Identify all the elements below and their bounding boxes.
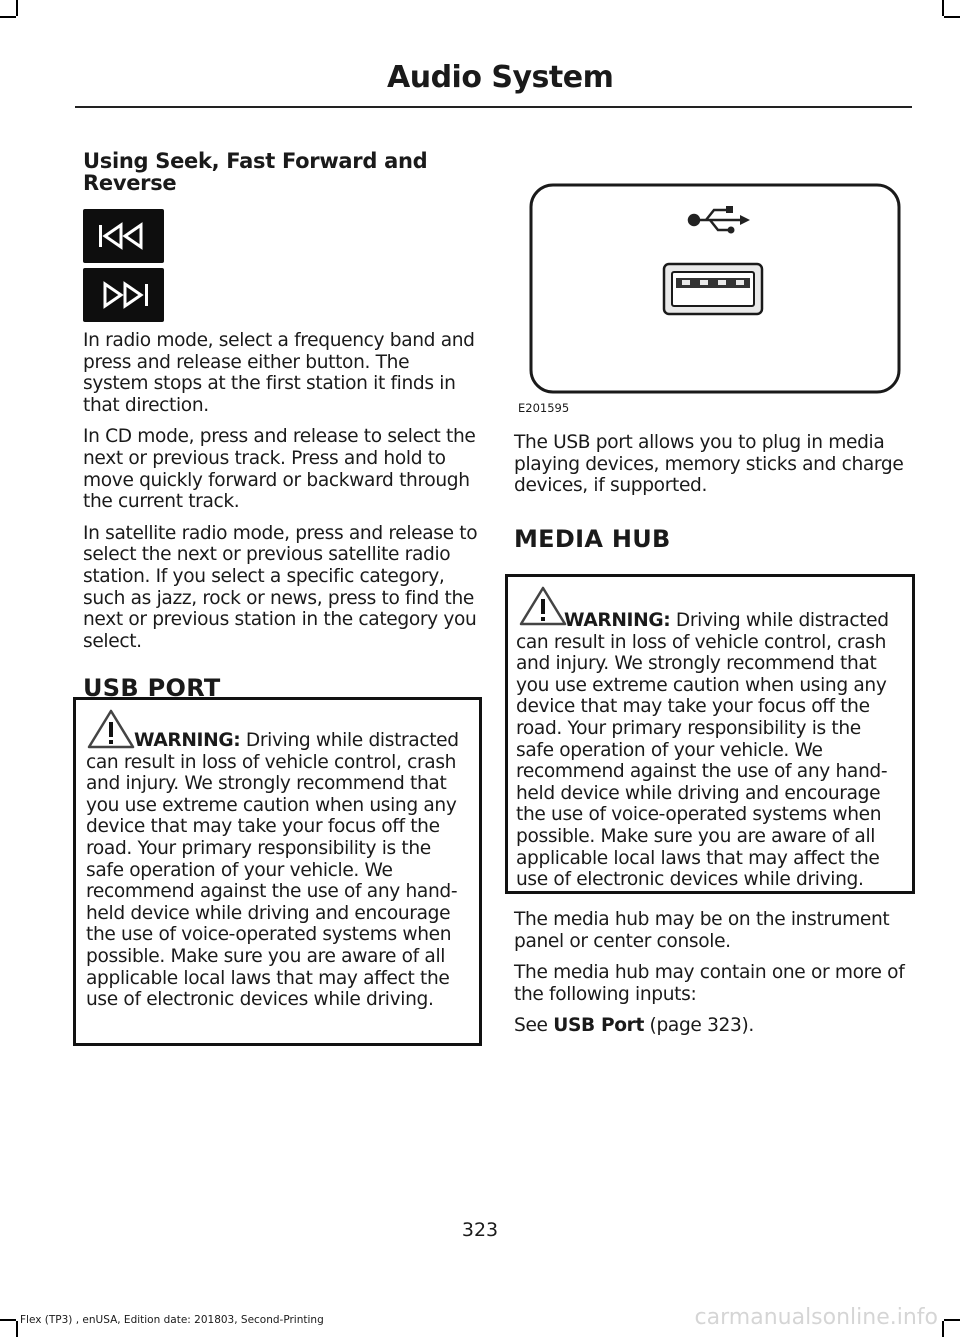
seek-back-icon — [83, 209, 164, 263]
paragraph: The media hub may be on the instrument panel or center console. — [514, 909, 890, 952]
crop-mark — [16, 0, 18, 16]
seek-forward-icon — [83, 268, 164, 322]
paragraph: In CD mode, press and release to select the next or previous track. Press and hold to move quickly forward or backward through the current track. — [83, 426, 476, 513]
crop-mark — [942, 0, 944, 16]
warning-triangle-icon — [518, 585, 568, 627]
left-column — [83, 150, 478, 194]
crop-mark — [942, 1321, 944, 1337]
right-hub-text — [514, 909, 909, 1037]
page-header-title: Audio System — [387, 60, 614, 95]
see-suffix: (page 323). — [644, 1015, 754, 1037]
warning-body: Driving while distracted can result in loss of vehicle control, crash and injury. We strongly recommend that you use extreme caution when using any device that may take your focus off the road. Your primary responsibility is the safe operation of your vehicle. We recommend against the use of any hand-held device while driving and encourage the use of voice-operated systems when possible. Make sure you are aware of all applicable local laws that may affect the use of electronic devices while driving. — [516, 610, 889, 891]
warning-body: Driving while distracted can result in loss of vehicle control, crash and injury. We strongly recommend that you use extreme caution when using any device that may take your focus off the road. Your primary responsibility is the safe operation of your vehicle. We recommend against the use of any hand-held device while driving and encourage the use of voice-operated systems when possible. Make sure you are aware of all applicable local laws that may affect the use of electronic devices while driving. — [86, 730, 459, 1011]
crop-mark — [944, 16, 960, 18]
see-reference — [514, 1015, 909, 1037]
crop-mark — [0, 1319, 16, 1321]
see-prefix: See — [514, 1015, 554, 1037]
paragraph: In radio mode, select a frequency band and press and release either button. The system stops at the first station it finds in that direction. — [83, 330, 475, 416]
warning-box — [505, 574, 915, 894]
footer-edition: Flex (TP3) , enUSA, Edition date: 201803, Second-Printing — [20, 1314, 324, 1326]
see-link[interactable]: USB Port — [553, 1015, 644, 1037]
warning-box — [73, 697, 482, 1046]
warning-label: WARNING: — [134, 730, 241, 751]
right-usb-text — [514, 432, 909, 497]
section-subheading: Using Seek, Fast Forward and Reverse — [83, 149, 428, 195]
header-divider — [75, 106, 912, 108]
crop-mark — [0, 16, 16, 18]
warning-text — [86, 730, 471, 1011]
paragraph: In satellite radio mode, press and release to select the next or previous satellite radio station. If you select a specific category, such as jazz, rock or news, press to find the next or previous station in the category you select. — [83, 522, 478, 652]
crop-mark — [16, 1321, 18, 1337]
warning-text — [516, 610, 904, 891]
left-body — [83, 330, 478, 652]
section-heading-media-hub: MEDIA HUB — [514, 525, 671, 553]
paragraph: The media hub may contain one or more of the following inputs: — [514, 962, 905, 1005]
figure-code: E201595 — [518, 401, 570, 415]
usb-port-figure — [514, 152, 912, 416]
watermark: carmanualsonline.info — [694, 1305, 938, 1330]
warning-label: WARNING: — [564, 610, 671, 631]
page-number: 323 — [461, 1219, 499, 1241]
crop-mark — [944, 1319, 960, 1321]
section-heading-usb-port: USB PORT — [83, 674, 221, 702]
paragraph: The USB port allows you to plug in media playing devices, memory sticks and charge devices, if supported. — [514, 432, 904, 497]
warning-triangle-icon — [86, 708, 136, 750]
